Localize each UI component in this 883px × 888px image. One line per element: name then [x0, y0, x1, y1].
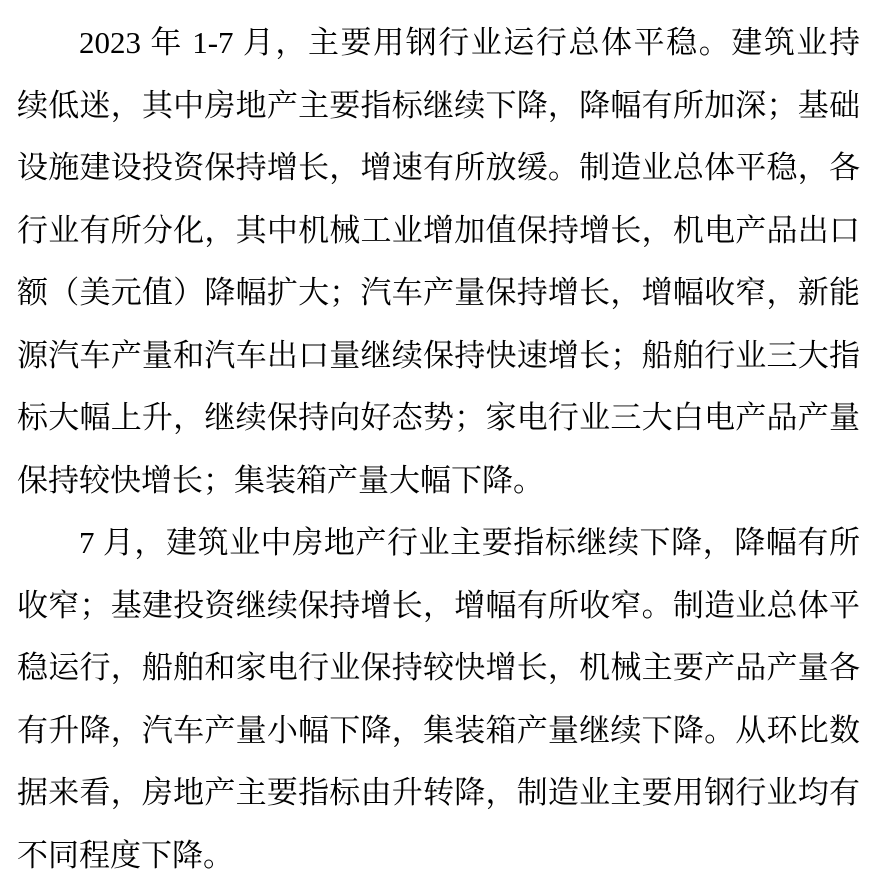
text-line: 收窄；基建投资继续保持增长，增幅有所收窄。制造业总体平	[17, 587, 860, 623]
paragraph-2	[17, 512, 860, 887]
text-line: 续低迷，其中房地产主要指标继续下降，降幅有所加深；基础	[17, 87, 860, 123]
text-line: 稳运行，船舶和家电行业保持较快增长，机械主要产品产量各	[17, 650, 860, 685]
paragraph-1	[17, 12, 860, 512]
text-line: 行业有所分化，其中机械工业增加值保持增长，机电产品出口	[17, 212, 860, 248]
text-line: 额（美元值）降幅扩大；汽车产量保持增长，增幅收窄，新能	[17, 275, 860, 310]
text-line: 不同程度下降。	[17, 837, 234, 873]
text-line: 7 月，建筑业中房地产行业主要指标继续下降，降幅有所	[79, 525, 860, 560]
text-line: 2023 年 1-7 月，主要用钢行业运行总体平稳。建筑业持	[79, 25, 860, 60]
text-line: 源汽车产量和汽车出口量继续保持快速增长；船舶行业三大指	[17, 337, 860, 373]
text-line: 据来看，房地产主要指标由升转降，制造业主要用钢行业均有	[17, 775, 860, 810]
text-line: 保持较快增长；集装箱产量大幅下降。	[17, 462, 544, 498]
text-line: 标大幅上升，继续保持向好态势；家电行业三大白电产品产量	[17, 400, 860, 435]
text-line: 设施建设投资保持增长，增速有所放缓。制造业总体平稳，各	[17, 150, 860, 185]
text-line: 有升降，汽车产量小幅下降，集装箱产量继续下降。从环比数	[17, 712, 860, 748]
